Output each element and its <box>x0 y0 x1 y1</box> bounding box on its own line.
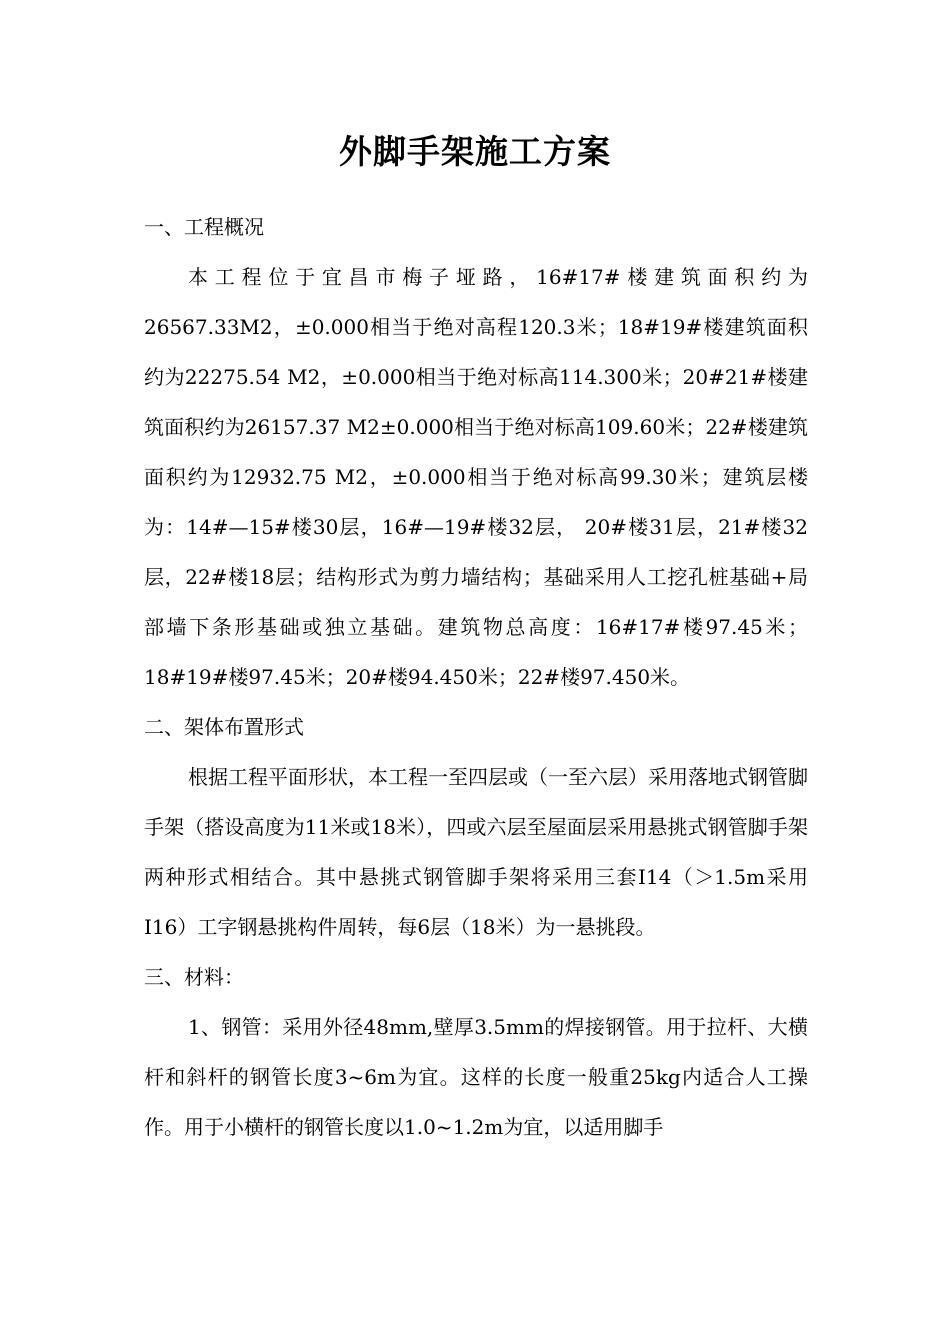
paragraph-layout: 根据工程平面形状，本工程一至四层或（一至六层）采用落地式钢管脚手架（搭设高度为11米或18米），四或六层至屋面层采用悬挑式钢管脚手架两种形式相结合。其中悬挑式钢管脚手架将采用三套I14（＞1.5m采用I16）工字钢悬挑构件周转，每6层（18米）为一悬挑段。 <box>144 765 808 939</box>
document-body <box>144 202 808 1152</box>
paragraph-materials-steel-pipe: 1、钢管：采用外径48mm,壁厚3.5mm的焊接钢管。用于拉杆、大横杆和斜杆的钢管长度3~6m为宜。这样的长度一般重25kg内适合人工操作。用于小横杆的钢管长度以1.0~1.2m为宜，以适用脚手 <box>144 1015 808 1139</box>
section-heading-materials: 三、材料： <box>144 965 244 989</box>
paragraph-overview: 本工程位于宜昌市梅子垭路，16#17#楼建筑面积约为26567.33M2，±0.000相当于绝对高程120.3米；18#19#楼建筑面积约为22275.54 M2，±0.000相当于绝对标高114.300米；20#21#楼建筑面积约为26157.37 M2±0.000相当于绝对标高109.60米；22#楼建筑面积约为12932.75 M2，±0.000相当于绝对标高99.30米；建筑层楼为：14#—15#楼30层，16#—19#楼32层， 20#楼31层，21#楼32层，22#楼18层；结构形式为剪力墙结构；基础采用人工挖孔桩基础+局部墙下条形基础或独立基础。建筑物总高度：16#17#楼97.45米；18#19#楼97.45米；20#楼94.450米；22#楼97.450米。 <box>144 265 808 689</box>
document-title: 外脚手架施工方案 <box>339 132 611 171</box>
section-heading-layout: 二、架体布置形式 <box>144 715 304 739</box>
section-heading-overview: 一、工程概况 <box>144 215 264 239</box>
